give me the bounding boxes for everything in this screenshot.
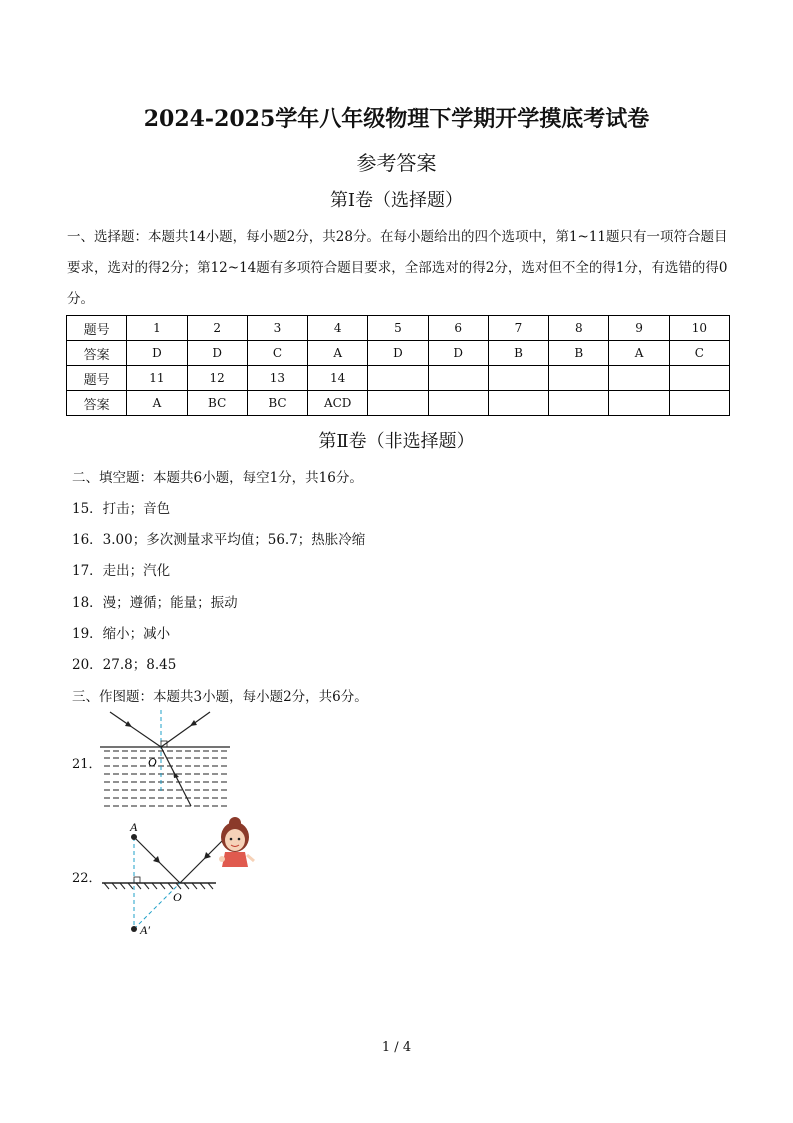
table-cell: A xyxy=(308,341,368,366)
answer-line: 18．漫；遵循；能量；振动 xyxy=(72,595,238,611)
answer-line: 20．27.8；8.45 xyxy=(72,657,177,673)
table-cell: 13 xyxy=(247,366,307,391)
table-cell xyxy=(549,391,609,416)
table-cell: 14 xyxy=(308,366,368,391)
table-row xyxy=(67,316,730,341)
reflected-ray xyxy=(161,712,210,747)
table-row xyxy=(67,366,730,391)
point-o-label: O xyxy=(148,755,157,769)
table-cell: 8 xyxy=(549,316,609,341)
table-cell: A xyxy=(127,391,187,416)
answer-line: 19．缩小；减小 xyxy=(72,626,171,642)
table-cell: 5 xyxy=(368,316,428,341)
point-a-prime-label: A′ xyxy=(140,923,150,937)
table-cell-label: 题号 xyxy=(67,316,127,341)
figure-22 xyxy=(70,815,270,940)
table-cell xyxy=(669,366,729,391)
girl-illustration xyxy=(219,817,254,867)
part1-heading: 第Ⅰ卷（选择题） xyxy=(329,190,464,211)
table-cell xyxy=(549,366,609,391)
table-cell: ACD xyxy=(308,391,368,416)
draw-instructions: 三、作图题：本题共3小题，每小题2分，共6分。 xyxy=(72,689,368,705)
table-cell-label: 答案 xyxy=(67,341,127,366)
table-cell: 1 xyxy=(127,316,187,341)
answer-line: 15．打击；音色 xyxy=(72,501,171,517)
page-number: 1 / 4 xyxy=(381,1040,412,1055)
page-subtitle: 参考答案 xyxy=(356,151,437,175)
point-a-prime xyxy=(131,926,137,932)
table-cell: C xyxy=(669,341,729,366)
point-o-label: O xyxy=(173,890,182,904)
table-cell: 4 xyxy=(308,316,368,341)
mirror-hatch xyxy=(104,883,213,889)
table-row xyxy=(67,391,730,416)
answer-line: 16．3.00；多次测量求平均值；56.7；热胀冷缩 xyxy=(72,532,366,548)
table-row xyxy=(67,341,730,366)
table-cell xyxy=(428,366,488,391)
table-cell xyxy=(669,391,729,416)
table-cell-label: 答案 xyxy=(67,391,127,416)
table-cell: 10 xyxy=(669,316,729,341)
table-cell: D xyxy=(187,341,247,366)
part2-heading: 第Ⅱ卷（非选择题） xyxy=(318,431,475,452)
reflected-ray xyxy=(180,841,222,883)
table-cell: 2 xyxy=(187,316,247,341)
table-cell xyxy=(488,391,548,416)
table-cell-label: 题号 xyxy=(67,366,127,391)
fill-instructions: 二、填空题：本题共6小题，每空1分，共16分。 xyxy=(72,470,363,486)
figure-22-label: 22． xyxy=(72,871,102,886)
point-a-label: A xyxy=(130,820,138,834)
table-cell: 3 xyxy=(247,316,307,341)
table-cell xyxy=(368,391,428,416)
table-cell: A xyxy=(609,341,669,366)
table-cell xyxy=(609,366,669,391)
table-cell xyxy=(488,366,548,391)
table-cell: 9 xyxy=(609,316,669,341)
figure-21 xyxy=(70,706,270,816)
table-cell: BC xyxy=(247,391,307,416)
point-a xyxy=(131,834,137,840)
table-cell: 6 xyxy=(428,316,488,341)
table-cell: D xyxy=(428,341,488,366)
answer-line: 17．走出；汽化 xyxy=(72,563,171,579)
choice-instructions: 一、选择题：本题共14小题，每小题2分，共28分。在每小题给出的四个选项中，第1~11题只有一项符合题目要求，选对的得2分；第12~14题有多项符合题目要求，全部选对的得2分，选对但不全的得1分，有选错的得0分。 xyxy=(67,229,728,307)
table-cell: B xyxy=(488,341,548,366)
table-cell: D xyxy=(368,341,428,366)
table-cell: 7 xyxy=(488,316,548,341)
table-cell: 12 xyxy=(187,366,247,391)
table-cell xyxy=(428,391,488,416)
table-cell: C xyxy=(247,341,307,366)
page-title: 2024-2025学年八年级物理下学期开学摸底考试卷 xyxy=(143,106,650,132)
figure-21-label: 21． xyxy=(72,757,102,772)
table-cell xyxy=(609,391,669,416)
incident-ray xyxy=(110,712,161,747)
answer-table xyxy=(66,315,730,416)
table-cell: 11 xyxy=(127,366,187,391)
table-cell: D xyxy=(127,341,187,366)
table-cell xyxy=(368,366,428,391)
table-cell: B xyxy=(549,341,609,366)
table-cell: BC xyxy=(187,391,247,416)
